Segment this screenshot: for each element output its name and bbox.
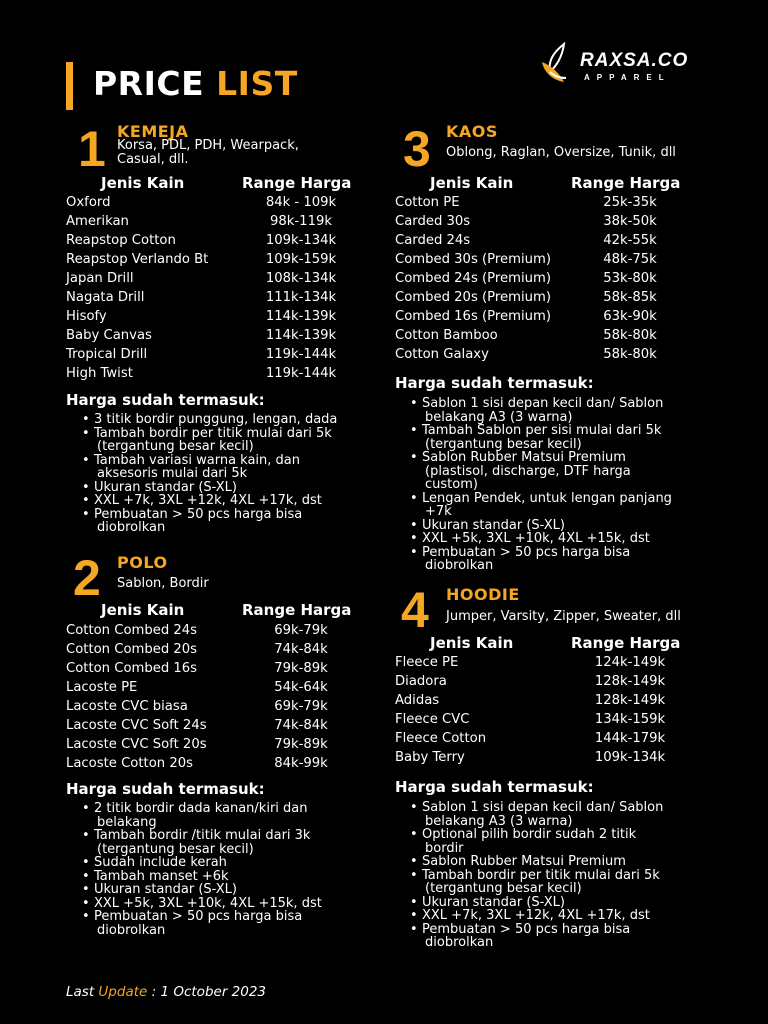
list-item-text: • Sablon 1 sisi depan kecil dan/ Sablon bbox=[422, 800, 664, 815]
list-item bbox=[402, 546, 722, 573]
list-item-text: diobrolkan bbox=[97, 922, 166, 938]
price-range: 38k-50k bbox=[603, 214, 657, 229]
list-item-text: • Ukuran standar (S-XL) bbox=[422, 894, 565, 910]
list-item-text: • XXL +7k, 3XL +12k, 4XL +17k, dst bbox=[94, 493, 322, 508]
price-range: 25k-35k bbox=[603, 195, 657, 210]
list-item bbox=[402, 492, 722, 519]
list-item bbox=[402, 801, 722, 828]
fabric-name: Combed 30s (Premium) bbox=[395, 252, 551, 267]
table-row bbox=[66, 193, 366, 212]
section-number: 2 bbox=[73, 550, 101, 606]
table-row bbox=[395, 307, 695, 326]
list-item-text: • Sablon 1 sisi depan kecil dan/ Sablon bbox=[422, 396, 664, 411]
table-row bbox=[395, 212, 695, 231]
includes-title: Harga sudah termasuk: bbox=[395, 374, 594, 392]
column-header-price: Range Harga bbox=[571, 634, 681, 652]
price-range: 114k-139k bbox=[265, 309, 337, 324]
section-subtitle: Sablon, Bordir bbox=[117, 576, 209, 591]
fabric-name: Hisofy bbox=[66, 309, 107, 324]
list-item-text: • Ukuran standar (S-XL) bbox=[94, 882, 237, 897]
fabric-name: Cotton Combed 24s bbox=[66, 623, 198, 638]
fabric-name: Baby Terry bbox=[395, 750, 465, 765]
fabric-name: Fleece PE bbox=[395, 655, 459, 670]
includes-list bbox=[74, 413, 374, 535]
price-range: 48k-75k bbox=[603, 252, 657, 267]
price-range: 124k-149k bbox=[594, 655, 666, 670]
list-item-text: • Pembuatan > 50 pcs harga bisa bbox=[94, 909, 303, 924]
price-range: 109k-134k bbox=[265, 233, 337, 248]
list-item bbox=[74, 481, 374, 495]
list-item-text: • Sudah include kerah bbox=[94, 855, 227, 870]
price-range: 69k-79k bbox=[274, 623, 328, 638]
column-header-price: Range Harga bbox=[571, 174, 681, 192]
price-range: 79k-89k bbox=[274, 661, 328, 676]
list-item bbox=[74, 427, 374, 454]
includes-title: Harga sudah termasuk: bbox=[66, 391, 265, 409]
leaf-icon bbox=[536, 42, 580, 86]
table-row bbox=[66, 212, 366, 231]
fabric-name: Tropical Drill bbox=[66, 347, 148, 362]
price-range: 79k-89k bbox=[274, 737, 328, 752]
fabric-name: Fleece Cotton bbox=[395, 731, 487, 746]
list-item bbox=[402, 828, 722, 855]
list-item-text: • Sablon Rubber Matsui Premium bbox=[422, 854, 626, 869]
price-range: 144k-179k bbox=[594, 731, 666, 746]
section-title: POLO bbox=[117, 553, 168, 572]
fabric-name: Fleece CVC bbox=[395, 712, 470, 727]
list-item bbox=[402, 532, 722, 546]
list-item-text: • XXL +7k, 3XL +12k, 4XL +17k, dst bbox=[422, 908, 650, 923]
fabric-name: Cotton Combed 20s bbox=[66, 642, 198, 657]
price-range: 58k-80k bbox=[603, 347, 657, 362]
section-number: 1 bbox=[78, 121, 106, 177]
table-row bbox=[66, 754, 366, 773]
column-header-name: Jenis Kain bbox=[430, 634, 514, 652]
fabric-name: Oxford bbox=[66, 195, 111, 210]
list-item bbox=[402, 896, 722, 910]
table-row bbox=[395, 326, 695, 345]
list-item bbox=[74, 870, 374, 884]
list-item bbox=[402, 451, 722, 492]
list-item-text: • Pembuatan > 50 pcs harga bisa bbox=[422, 544, 631, 560]
list-item-text: • Tambah bordir per titik mulai dari 5k bbox=[422, 867, 660, 883]
table-row bbox=[395, 269, 695, 288]
fabric-name: Combed 16s (Premium) bbox=[395, 309, 551, 324]
list-item-text: diobrolkan bbox=[425, 558, 494, 573]
list-item-text: aksesoris mulai dari 5k bbox=[97, 466, 248, 481]
list-item-text: (tergantung besar kecil) bbox=[425, 881, 582, 896]
includes-list bbox=[74, 802, 374, 937]
list-item-text: belakang bbox=[97, 814, 157, 830]
list-item-text: • Tambah bordir per titik mulai dari 5k bbox=[94, 425, 332, 441]
table-row bbox=[395, 710, 695, 729]
fabric-name: Lacoste Cotton 20s bbox=[66, 756, 193, 771]
price-range: 69k-79k bbox=[274, 699, 328, 714]
fabric-name: High Twist bbox=[66, 366, 133, 381]
table-row bbox=[66, 735, 366, 754]
section-title: HOODIE bbox=[446, 585, 520, 604]
list-item-text: diobrolkan bbox=[97, 520, 166, 535]
table-row bbox=[395, 653, 695, 672]
price-range: 74k-84k bbox=[274, 642, 328, 657]
list-item-text: (tergantung besar kecil) bbox=[97, 841, 254, 857]
includes-title: Harga sudah termasuk: bbox=[395, 778, 594, 796]
list-item bbox=[74, 413, 374, 427]
section-number: 4 bbox=[401, 582, 429, 638]
price-table bbox=[395, 193, 695, 364]
title-accent-bar bbox=[66, 62, 73, 110]
price-range: 111k-134k bbox=[265, 290, 337, 305]
fabric-name: Japan Drill bbox=[66, 271, 134, 286]
brand-sub: APPAREL bbox=[584, 73, 671, 82]
list-item-text: bordir bbox=[425, 840, 464, 856]
list-item-text: • Optional pilih bordir sudah 2 titik bbox=[422, 827, 637, 842]
price-range: 53k-80k bbox=[603, 271, 657, 286]
list-item-text: • Ukuran standar (S-XL) bbox=[422, 517, 565, 533]
list-item-text: • Sablon Rubber Matsui Premium bbox=[422, 450, 626, 465]
table-row bbox=[395, 729, 695, 748]
list-item bbox=[74, 897, 374, 911]
table-row bbox=[395, 231, 695, 250]
price-range: 98k-119k bbox=[270, 214, 332, 229]
table-row bbox=[66, 364, 366, 383]
column-header-price: Range Harga bbox=[242, 601, 352, 619]
last-update: Last Update : 1 October 2023 bbox=[66, 984, 267, 1000]
list-item-text: • 2 titik bordir dada kanan/kiri dan bbox=[94, 801, 308, 816]
table-row bbox=[395, 691, 695, 710]
table-row bbox=[395, 345, 695, 364]
price-range: 128k-149k bbox=[594, 693, 666, 708]
fabric-name: Cotton Galaxy bbox=[395, 347, 489, 362]
table-row bbox=[66, 326, 366, 345]
list-item bbox=[402, 855, 722, 869]
list-item bbox=[74, 508, 374, 535]
column-header-name: Jenis Kain bbox=[101, 174, 185, 192]
list-item bbox=[74, 910, 374, 937]
list-item-text: (plastisol, discharge, DTF harga bbox=[425, 463, 631, 479]
fabric-name: Carded 24s bbox=[395, 233, 471, 248]
column-header-price: Range Harga bbox=[242, 174, 352, 192]
list-item bbox=[402, 923, 722, 950]
column-header-name: Jenis Kain bbox=[430, 174, 514, 192]
fabric-name: Amerikan bbox=[66, 214, 129, 229]
section-number: 3 bbox=[403, 121, 431, 177]
table-row bbox=[66, 269, 366, 288]
table-row bbox=[66, 231, 366, 250]
table-row bbox=[66, 621, 366, 640]
includes-list bbox=[402, 801, 722, 950]
table-row bbox=[395, 672, 695, 691]
section-title: KEMEJA bbox=[117, 122, 189, 141]
list-item bbox=[402, 397, 722, 424]
price-range: 128k-149k bbox=[594, 674, 666, 689]
table-row bbox=[66, 678, 366, 697]
list-item bbox=[74, 829, 374, 856]
price-table bbox=[66, 621, 366, 773]
list-item-text: • Tambah bordir /titik mulai dari 3k bbox=[94, 828, 311, 843]
price-range: 58k-85k bbox=[603, 290, 657, 305]
list-item-text: • XXL +5k, 3XL +10k, 4XL +15k, dst bbox=[94, 895, 322, 911]
price-range: 84k - 109k bbox=[265, 195, 337, 210]
includes-list bbox=[402, 397, 722, 573]
price-range: 109k-159k bbox=[265, 252, 337, 267]
section-subtitle: Casual, dll. bbox=[117, 152, 189, 167]
list-item-text: • 3 titik bordir punggung, lengan, dada bbox=[94, 412, 338, 427]
price-range: 134k-159k bbox=[594, 712, 666, 727]
table-row bbox=[395, 748, 695, 767]
fabric-name: Nagata Drill bbox=[66, 290, 145, 305]
price-range: 119k-144k bbox=[265, 347, 337, 362]
section-title: KAOS bbox=[446, 122, 498, 141]
fabric-name: Lacoste CVC Soft 20s bbox=[66, 737, 207, 752]
table-row bbox=[66, 250, 366, 269]
table-row bbox=[395, 193, 695, 212]
table-row bbox=[395, 288, 695, 307]
fabric-name: Cotton PE bbox=[395, 195, 460, 210]
list-item-text: • Tambah manset +6k bbox=[94, 868, 229, 884]
fabric-name: Diadora bbox=[395, 674, 447, 689]
list-item-text: +7k bbox=[425, 504, 452, 519]
section-subtitle: Oblong, Raglan, Oversize, Tunik, dll bbox=[446, 145, 676, 160]
column-header-name: Jenis Kain bbox=[101, 601, 185, 619]
list-item bbox=[74, 883, 374, 897]
list-item-text: custom) bbox=[425, 477, 478, 492]
list-item bbox=[74, 802, 374, 829]
list-item-text: • Tambah variasi warna kain, dan bbox=[94, 452, 301, 468]
table-row bbox=[66, 640, 366, 659]
price-range: 84k-99k bbox=[274, 756, 328, 771]
page-title: PRICE LIST bbox=[93, 64, 298, 103]
fabric-name: Lacoste CVC Soft 24s bbox=[66, 718, 207, 733]
list-item-text: • Ukuran standar (S-XL) bbox=[94, 479, 237, 495]
fabric-name: Combed 24s (Premium) bbox=[395, 271, 551, 286]
price-table bbox=[66, 193, 366, 383]
list-item bbox=[74, 454, 374, 481]
fabric-name: Carded 30s bbox=[395, 214, 471, 229]
table-row bbox=[66, 659, 366, 678]
list-item-text: • Tambah Sablon per sisi mulai dari 5k bbox=[422, 423, 662, 438]
section-subtitle: Korsa, PDL, PDH, Wearpack, bbox=[117, 138, 299, 153]
table-row bbox=[66, 716, 366, 735]
fabric-name: Reapstop Verlando Bt bbox=[66, 252, 209, 267]
list-item-text: • Lengan Pendek, untuk lengan panjang bbox=[422, 490, 672, 506]
table-row bbox=[66, 697, 366, 716]
list-item-text: diobrolkan bbox=[425, 935, 494, 950]
brand-name: RAXSA.CO bbox=[580, 50, 689, 71]
list-item-text: • XXL +5k, 3XL +10k, 4XL +15k, dst bbox=[422, 531, 650, 546]
section-subtitle: Jumper, Varsity, Zipper, Sweater, dll bbox=[446, 609, 681, 624]
list-item bbox=[74, 494, 374, 508]
includes-title: Harga sudah termasuk: bbox=[66, 780, 265, 798]
table-row bbox=[395, 250, 695, 269]
brand-logo bbox=[536, 40, 716, 90]
price-range: 63k-90k bbox=[603, 309, 657, 324]
price-table bbox=[395, 653, 695, 767]
fabric-name: Adidas bbox=[395, 693, 440, 708]
price-range: 74k-84k bbox=[274, 718, 328, 733]
price-range: 42k-55k bbox=[603, 233, 657, 248]
list-item bbox=[74, 856, 374, 870]
fabric-name: Cotton Combed 16s bbox=[66, 661, 198, 676]
fabric-name: Lacoste PE bbox=[66, 680, 138, 695]
table-row bbox=[66, 307, 366, 326]
fabric-name: Combed 20s (Premium) bbox=[395, 290, 551, 305]
price-range: 108k-134k bbox=[265, 271, 337, 286]
list-item bbox=[402, 909, 722, 923]
price-range: 114k-139k bbox=[265, 328, 337, 343]
list-item-text: (tergantung besar kecil) bbox=[97, 439, 254, 454]
table-row bbox=[66, 288, 366, 307]
price-range: 58k-80k bbox=[603, 328, 657, 343]
list-item-text: • Pembuatan > 50 pcs harga bisa bbox=[94, 506, 303, 522]
list-item-text: belakang A3 (3 warna) bbox=[425, 813, 573, 829]
list-item-text: (tergantung besar kecil) bbox=[425, 436, 582, 452]
table-row bbox=[66, 345, 366, 364]
price-range: 54k-64k bbox=[274, 680, 328, 695]
fabric-name: Baby Canvas bbox=[66, 328, 152, 343]
list-item-text: belakang A3 (3 warna) bbox=[425, 409, 573, 425]
list-item bbox=[402, 519, 722, 533]
list-item bbox=[402, 869, 722, 896]
list-item bbox=[402, 424, 722, 451]
price-range: 109k-134k bbox=[594, 750, 666, 765]
price-range: 119k-144k bbox=[265, 366, 337, 381]
fabric-name: Cotton Bamboo bbox=[395, 328, 498, 343]
fabric-name: Lacoste CVC biasa bbox=[66, 699, 188, 714]
fabric-name: Reapstop Cotton bbox=[66, 233, 176, 248]
list-item-text: • Pembuatan > 50 pcs harga bisa bbox=[422, 921, 631, 937]
